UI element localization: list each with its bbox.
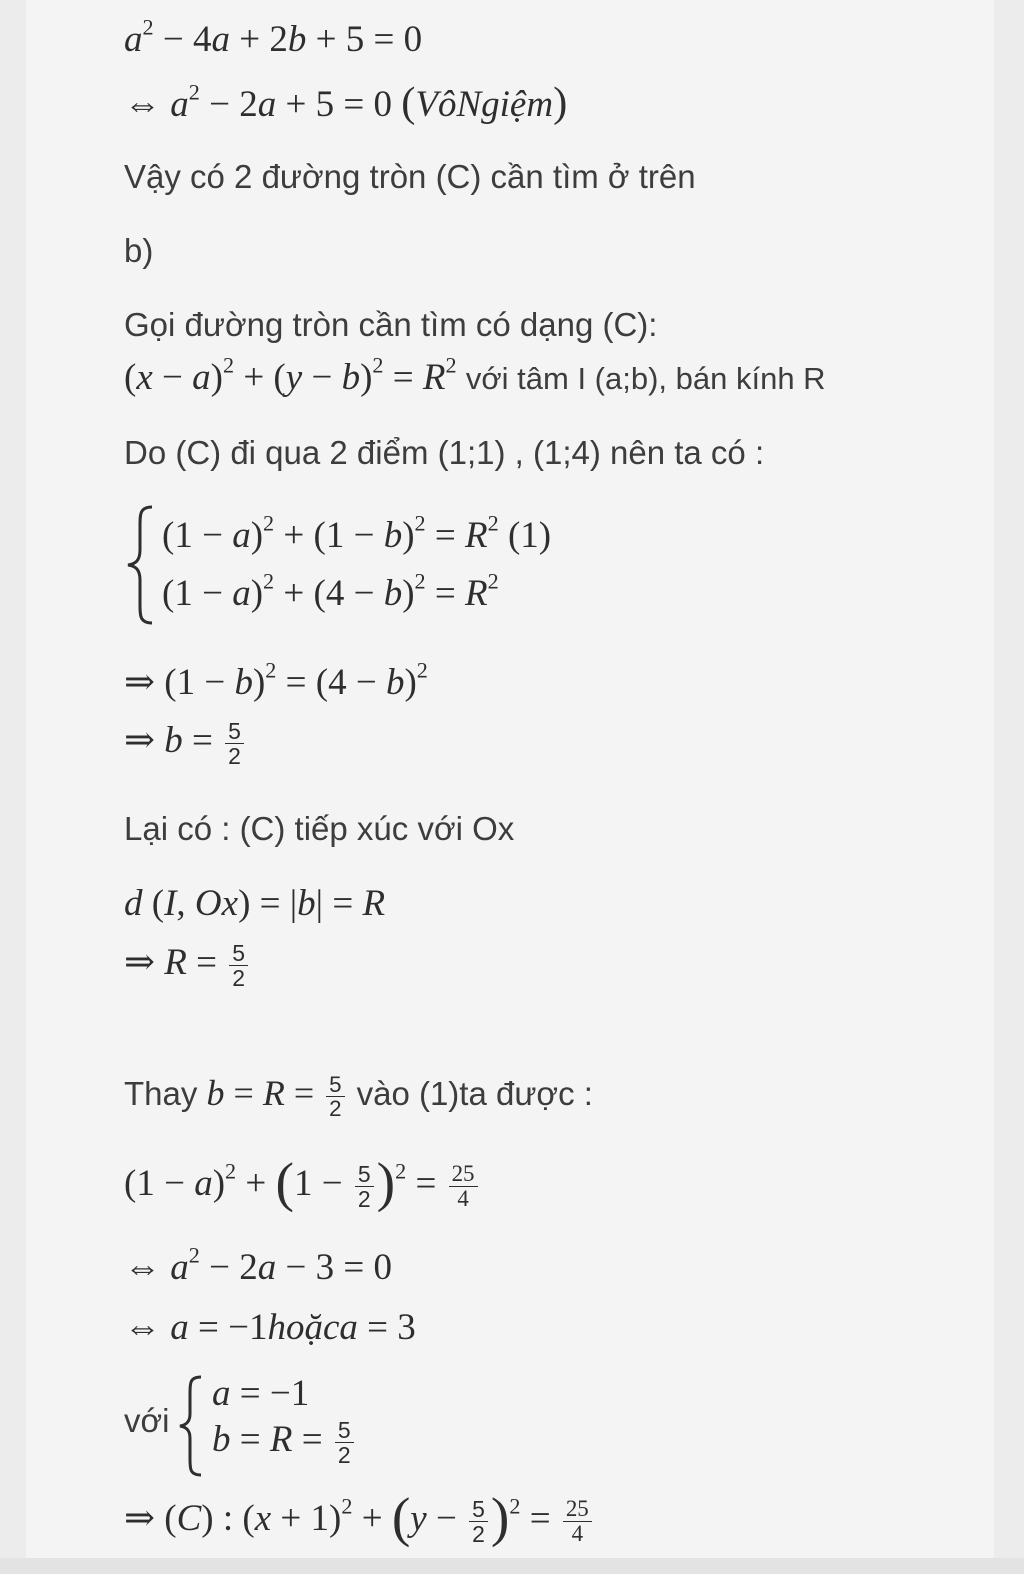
a-solutions: ⇔ a = −1hoặca = 3	[124, 1307, 416, 1348]
equation-b-value: ⇒ b = $\frac{5}{2}$	[124, 718, 247, 768]
system-equation-1: $(1 - a)^2 + (1 - b)^2 = R^2$ (1)	[162, 510, 552, 556]
tangent-intro-line: Lại có : (C) tiếp xúc với Ox	[124, 810, 515, 847]
circle-form-intro: Gọi đường tròn cần tìm có dạng (C):	[124, 306, 658, 343]
quadratic-a: ⇔ $a^2 - 2a - 3 = 0$	[124, 1242, 392, 1288]
fraction-5-2: $\frac{5}{2}$	[469, 1497, 488, 1546]
final-circle-equation: ⇒ (C) : $(x + 1)^2 + (y$ − $\frac{5}{2}$ )$^2$ = $\frac{25}{4}$	[124, 1496, 595, 1546]
bottom-edge	[0, 1558, 1024, 1574]
substitute-suffix: vào (1)ta được :	[356, 1075, 593, 1112]
equation-b-squared: ⇒ $(1 - b)^2 = (4 - b)^2$	[124, 657, 428, 703]
solution-b: b = R = $\frac{5}{2}$	[212, 1418, 357, 1467]
equation-line-1: $a^2 - 4a + 2b + 5 = 0$	[124, 14, 423, 60]
substitute-prefix: Thay	[124, 1075, 198, 1112]
equation-tag: (1)	[507, 515, 552, 556]
equation-system-1	[124, 500, 684, 630]
distance-equation: d (I, Ox) = |b| = R	[124, 883, 386, 924]
solution-a: a = −1	[212, 1373, 310, 1414]
or-word: hoặc	[267, 1307, 340, 1348]
with-label: với	[124, 1402, 170, 1439]
fraction-5-2: $\frac{5}{2}$	[355, 1162, 374, 1211]
conclusion-part-a: Vậy có 2 đường tròn (C) cần tìm ở trên	[124, 158, 696, 195]
equation-system-2	[176, 1372, 476, 1482]
fraction-25-4: $\frac{25}{4}$	[449, 1162, 478, 1211]
system-equation-2: $(1 - a)^2 + (4 - b)^2 = R^2$	[162, 568, 499, 614]
substituted-equation: $(1 - a)^2 + (1$ − $\frac{5}{2}$ )$^2$ = $\frac{25}{4}$	[124, 1162, 481, 1211]
fraction-5-2: $\frac{5}{2}$	[335, 1418, 354, 1467]
left-brace	[176, 1374, 206, 1478]
circle-form-suffix: với tâm I (a;b), bán kính R	[465, 361, 826, 396]
substitute-line: Thay b = R = $\frac{5}{2}$ vào (1)ta được :	[124, 1071, 593, 1122]
fraction-25-4: $\frac{25}{4}$	[563, 1497, 592, 1546]
fraction-5-2: $\frac{5}{2}$	[229, 941, 248, 990]
part-b-label: b)	[124, 232, 154, 269]
left-brace	[124, 504, 158, 626]
equation-r-value: ⇒ R = $\frac{5}{2}$	[124, 940, 251, 990]
fraction-5-2: $\frac{5}{2}$	[326, 1073, 344, 1121]
equation-line-2: ⇔ $a^2 - 2a + 5 = 0$ (VôNgiệm)	[124, 79, 568, 126]
circle-equation-line: $(x - a)^2 + (y - b)^2 = R^2$ với tâm I (a;b), bán kính R	[124, 352, 826, 398]
passes-points-line: Do (C) đi qua 2 điểm (1;1) , (1;4) nên ta có :	[124, 434, 765, 471]
fraction-5-2: $\frac{5}{2}$	[225, 719, 244, 768]
